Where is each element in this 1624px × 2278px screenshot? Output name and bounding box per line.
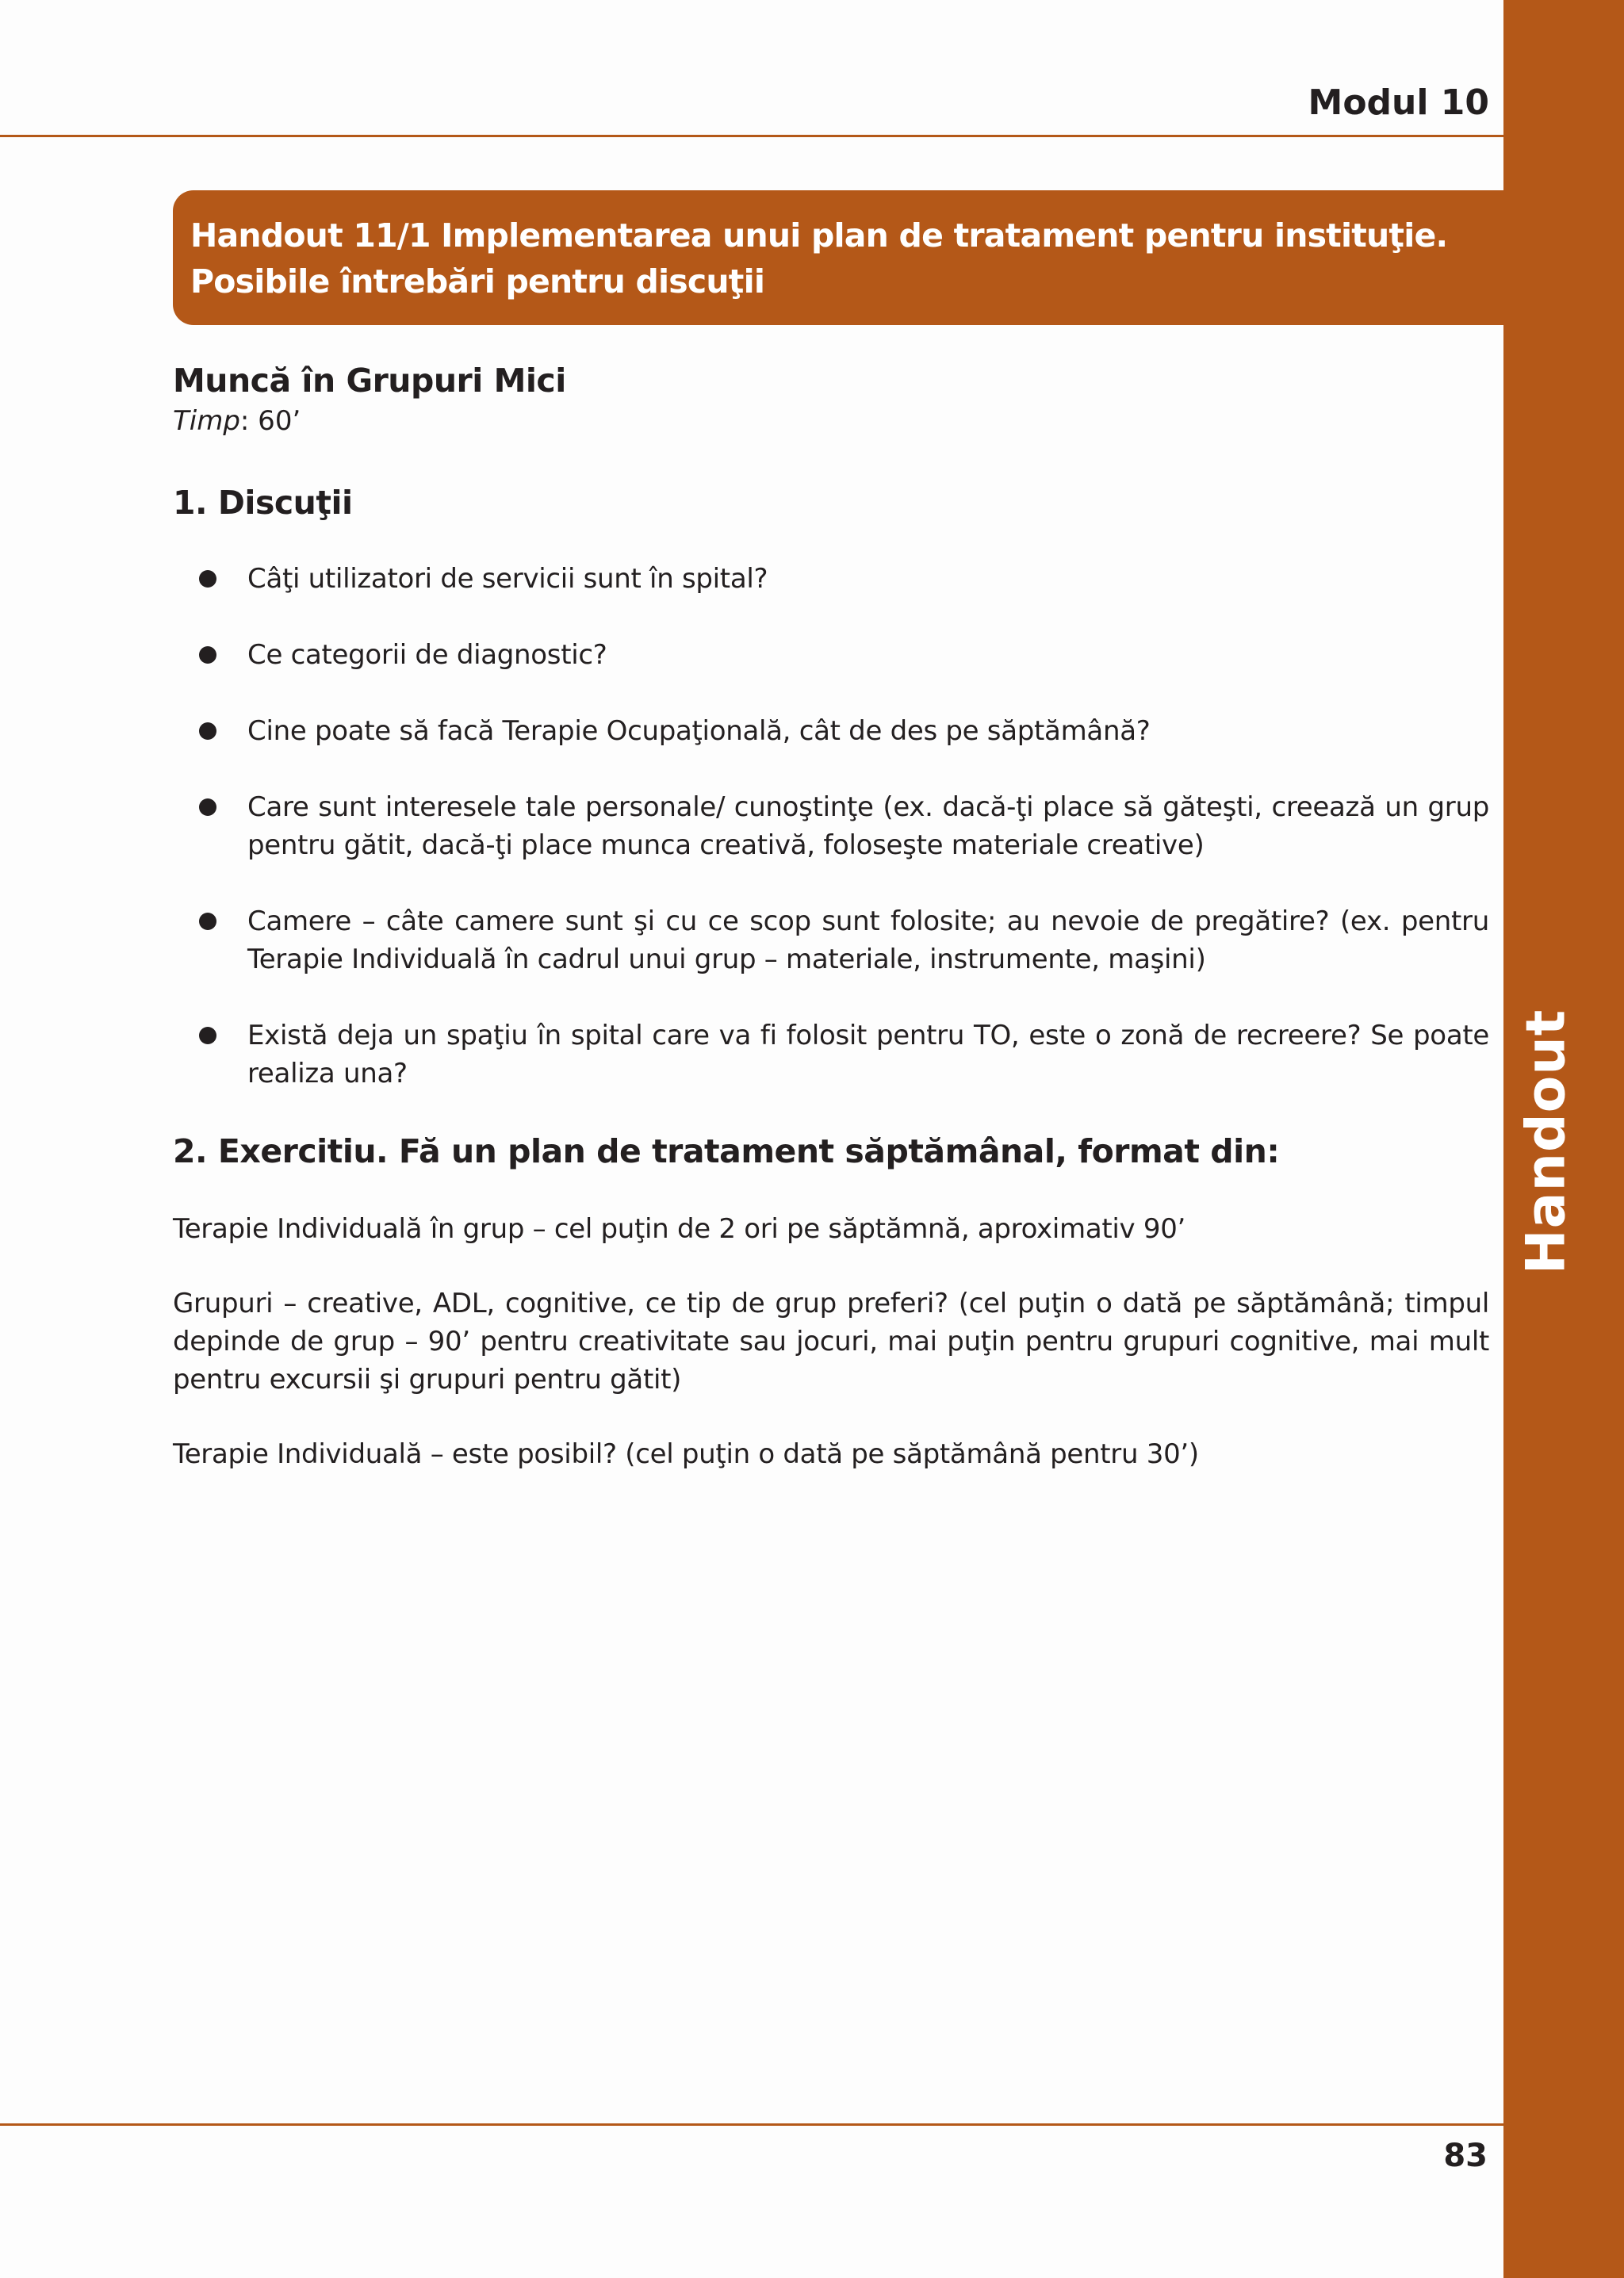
bullet-icon [199,1027,216,1044]
list-item [173,1016,1489,1093]
discussions-heading: 1. Discuţii [173,484,353,522]
bullet-icon [199,798,216,816]
exercise-paragraph: Grupuri – creative, ADL, cognitive, ce tip de grup preferi? (cel puţin o dată pe săptămână; timpul depinde de grup – 90’ pentru creativitate sau jocuri, mai puţin pentru grupuri cognitive, mai mult pentru excursii şi grupuri pentru gătit) [173,1288,1489,1396]
list-item [173,788,1489,864]
list-item [173,902,1489,978]
bullet-icon [199,570,216,588]
handout-title: Handout 11/1 Implementarea unui plan de tratament pentru instituţie. Posibile întrebări pentru discuţii [190,216,1448,301]
time-label: Timp [173,405,240,437]
page-number: 83 [1443,2138,1488,2174]
list-item-text: Cine poate să facă Terapie Ocupaţională, cât de des pe săptămână? [247,715,1151,747]
list-item-text: Câţi utilizatori de servicii sunt în spital? [247,563,768,595]
list-item-text: Camere – câte camere sunt şi cu ce scop sunt folosite; au nevoie de pregătire? (ex. pentru Terapie Individuală în cadrul unui grup – materiale, instrumente, maşini) [247,905,1489,975]
discussion-list [173,560,1489,1093]
list-item [173,636,1489,674]
list-item-text: Ce categorii de diagnostic? [247,639,607,671]
handout-banner [173,190,1503,325]
page-content [173,358,1489,1473]
footer-divider [0,2123,1503,2126]
list-item-text: Care sunt interesele tale personale/ cunoştinţe (ex. dacă-ţi place să găteşti, creează un grup pentru gătit, dacă-ţi place munca creativă, foloseşte materiale creative) [247,791,1489,861]
time-value: : 60’ [239,405,301,437]
bullet-icon [199,913,216,930]
header-divider [0,135,1503,137]
list-item [173,560,1489,598]
exercise-paragraph: Terapie Individuală în grup – cel puţin de 2 ori pe săptămnă, aproximativ 90’ [173,1213,1186,1245]
exercise-paragraph: Terapie Individuală – este posibil? (cel puţin o dată pe săptămână pentru 30’) [173,1438,1199,1470]
list-item-text: Există deja un spaţiu în spital care va fi folosit pentru TO, este o zonă de recreere? Se poate realiza una? [247,1020,1489,1089]
list-item [173,712,1489,750]
bullet-icon [199,646,216,664]
module-title: Modul 10 [1308,82,1489,123]
exercise-heading: 2. Exercitiu. Fă un plan de tratament săptămânal, format din: [173,1132,1280,1170]
side-tab-label: Handout [1515,1009,1578,1275]
bullet-icon [199,722,216,740]
time-line [173,403,1489,439]
small-groups-heading: Muncă în Grupuri Mici [173,362,566,400]
